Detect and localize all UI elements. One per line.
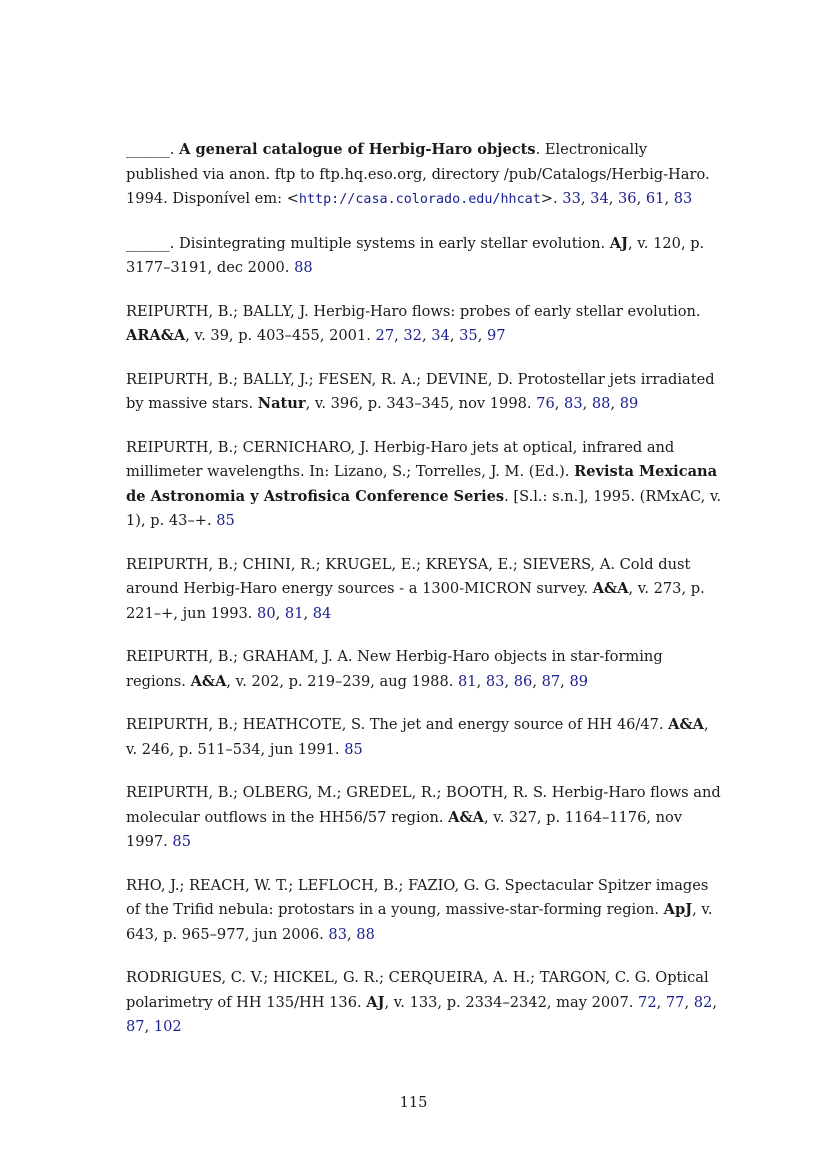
backref-page-link[interactable]: 32 <box>403 327 422 344</box>
backref-page-link[interactable]: 76 <box>536 395 555 412</box>
reference-entry <box>126 232 722 281</box>
reference-tail: , v. 643, p. 965–977, jun 2006. <box>126 901 713 943</box>
backref-page-link[interactable]: 34 <box>590 190 609 207</box>
reference-lead: REIPURTH, B.; GRAHAM, J. A. New Herbig-Haro objects in star-forming regions. <box>126 648 663 690</box>
backref-page-link[interactable]: 35 <box>459 327 478 344</box>
reference-journal: A&A <box>190 672 227 690</box>
reference-tail: , v. 39, p. 403–455, 2001. <box>185 327 376 344</box>
reference-journal: A&A <box>592 580 629 597</box>
reference-lead: ______. Disintegrating multiple systems in early stellar evolution. <box>126 234 610 252</box>
reference-entry <box>126 781 722 855</box>
reference-entry: RODRIGUES, C. V.; HICKEL, G. R.; CERQUEIRA, A. H.; TARGON, C. G. Optical polarimetry of HH 135/HH 136. AJ, v. 133, p. 2334–2342, may 2007. 72, 77, 82, 87, 102 <box>126 969 717 1035</box>
backref-page-link[interactable]: 33 <box>562 190 581 207</box>
backref-page-link[interactable]: 34 <box>431 327 450 344</box>
reference-lead: ______. <box>126 141 180 158</box>
reference-journal: AJ <box>366 993 385 1011</box>
reference-journal: ARA&A <box>126 327 186 344</box>
reference-lead: REIPURTH, B.; BALLY, J.; FESEN, R. A.; DEVINE, D. Protostellar jets irradiated by massive stars. <box>126 370 715 412</box>
reference-title: A general catalogue of Herbig-Haro objects <box>179 141 536 158</box>
backref-page-link[interactable]: 87 <box>126 1018 145 1035</box>
reference-journal: AJ <box>609 234 629 252</box>
backref-page-link[interactable]: 61 <box>645 190 665 207</box>
reference-journal: Natur <box>257 395 306 412</box>
reference-lead: RHO, J.; REACH, W. T.; LEFLOCH, B.; FAZIO, G. G. Spectacular Spitzer images of the Trifid nebula: protostars in a young, massive-star-forming region. <box>126 876 709 918</box>
backref-page-link[interactable]: 102 <box>153 1018 182 1035</box>
backref-page-link[interactable]: 86 <box>513 672 533 690</box>
bibliography-list <box>126 138 722 1059</box>
reference-entry: REIPURTH, B.; GRAHAM, J. A. New Herbig-Haro objects in star-forming regions. A&A, v. 202, p. 219–239, aug 1988. 81, 83, 86, 87, 89 <box>126 648 663 690</box>
reference-entry: RHO, J.; REACH, W. T.; LEFLOCH, B.; FAZIO, G. G. Spectacular Spitzer images of the Trifid nebula: protostars in a young, massive-star-forming region. ApJ, v. 643, p. 965–977, jun 2006. 83, 88 <box>126 876 713 943</box>
backref-page-link[interactable]: 88 <box>591 395 611 412</box>
reference-tail: , v. 202, p. 219–239, aug 1988. <box>226 672 459 690</box>
reference-journal: ApJ <box>663 901 693 918</box>
backref-page-link[interactable]: 88 <box>356 925 375 943</box>
backref-page-link[interactable]: 36 <box>618 190 637 207</box>
reference-tail: , v. 133, p. 2334–2342, may 2007. <box>384 993 639 1011</box>
backref-page-link[interactable]: 77 <box>665 993 685 1011</box>
backref-page-link[interactable]: 82 <box>693 993 713 1011</box>
reference-entry: REIPURTH, B.; BALLY, J. Herbig-Haro flows: probes of early stellar evolution. ARA&A, v. 39, p. 403–455, 2001. 27, 32, 34, 35, 97 <box>126 302 701 344</box>
backref-page-link[interactable]: 97 <box>486 327 506 344</box>
reference-tail: , v. 396, p. 343–345, nov 1998. <box>305 395 537 412</box>
backref-page-link[interactable]: 81 <box>284 604 304 622</box>
reference-journal: A&A <box>668 716 704 733</box>
reference-lead: REIPURTH, B.; CERNICHARO, J. Herbig-Haro jets at optical, infrared and millimeter wavelengths. In: Lizano, S.; Torrelles, J. M. (Ed.). <box>126 438 675 480</box>
backref-page-link[interactable]: 81 <box>458 672 477 690</box>
backref-page-link[interactable]: 87 <box>541 672 561 690</box>
reference-mid: . Electronically published via anon. ftp to ftp.hq.eso.org, directory /pub/Catalogs/Herbig-Haro. 1994. Disponível em: < <box>126 141 710 207</box>
reference-lead: REIPURTH, B.; BALLY, J. Herbig-Haro flows: probes of early stellar evolution. <box>126 302 701 320</box>
reference-tail: , v. 273, p. 221–+, jun 1993. <box>126 580 705 622</box>
reference-journal: Revista Mexicana de Astronomia y Astrofisica Conference Series <box>126 463 718 505</box>
reference-tail: , v. 327, p. 1164–1176, nov 1997. <box>126 808 683 850</box>
backref-page-link[interactable]: 72 <box>638 993 657 1011</box>
backref-page-link[interactable]: 89 <box>569 672 589 690</box>
backref-page-link[interactable]: 83 <box>564 395 583 412</box>
reference-entry: REIPURTH, B.; BALLY, J.; FESEN, R. A.; DEVINE, D. Protostellar jets irradiated by massive stars. Natur, v. 396, p. 343–345, nov 1998. 76, 83, 88, 89 <box>126 370 715 412</box>
backref-page-link[interactable]: 85 <box>172 833 191 850</box>
reference-entry <box>126 436 722 534</box>
backref-page-link[interactable]: 84 <box>312 604 332 622</box>
reference-tail: >. <box>540 190 563 207</box>
backref-page-link[interactable]: 80 <box>257 604 276 622</box>
page-number: 115 <box>399 1094 428 1111</box>
reference-tail: , v. 246, p. 511–534, jun 1991. <box>126 716 709 758</box>
reference-lead: RODRIGUES, C. V.; HICKEL, G. R.; CERQUEIRA, A. H.; TARGON, C. G. Optical polarimetry of HH 135/HH 136. <box>126 969 709 1011</box>
reference-entry: ______. A general catalogue of Herbig-Haro objects. Electronically published via anon. ftp to ftp.hq.eso.org, directory /pub/Catalogs/Herbig-Haro. 1994. Disponível em: <http://casa.colorado.edu/hhcat>. 33, 34, 36, 61, 83 <box>126 141 710 207</box>
backref-page-link[interactable]: 83 <box>485 672 505 690</box>
reference-entry <box>126 713 722 762</box>
reference-tail: , v. 120, p. 3177–3191, dec 2000. <box>126 234 705 276</box>
backref-page-link[interactable]: 89 <box>619 395 639 412</box>
backref-page-link[interactable]: 88 <box>294 259 313 276</box>
reference-lead: REIPURTH, B.; CHINI, R.; KRUGEL, E.; KREYSA, E.; SIEVERS, A. Cold dust around Herbig-Haro energy sources - a 1300-MICRON survey. <box>126 555 691 597</box>
reference-entry: REIPURTH, B.; CHINI, R.; KRUGEL, E.; KREYSA, E.; SIEVERS, A. Cold dust around Herbig-Haro energy sources - a 1300-MICRON survey. A&A, v. 273, p. 221–+, jun 1993. 80, 81, 84 <box>126 555 705 622</box>
backref-page-link[interactable]: 27 <box>375 327 395 344</box>
reference-journal: A&A <box>448 808 484 826</box>
backref-page-link[interactable]: 83 <box>673 190 693 207</box>
reference-lead: REIPURTH, B.; OLBERG, M.; GREDEL, R.; BOOTH, R. S. Herbig-Haro flows and molecular outflows in the HH56/57 region. <box>126 784 721 826</box>
backref-page-link[interactable]: 85 <box>344 740 363 758</box>
backref-page-link[interactable]: 85 <box>216 512 235 529</box>
reference-lead: REIPURTH, B.; HEATHCOTE, S. The jet and energy source of HH 46/47. <box>126 716 669 733</box>
reference-tail: . [S.l.: s.n.], 1995. (RMxAC, v. 1), p. 43–+. <box>126 487 722 529</box>
backref-page-link[interactable]: 83 <box>328 925 347 943</box>
catalogue-url-link[interactable]: http://casa.colorado.edu/hhcat <box>298 192 541 207</box>
